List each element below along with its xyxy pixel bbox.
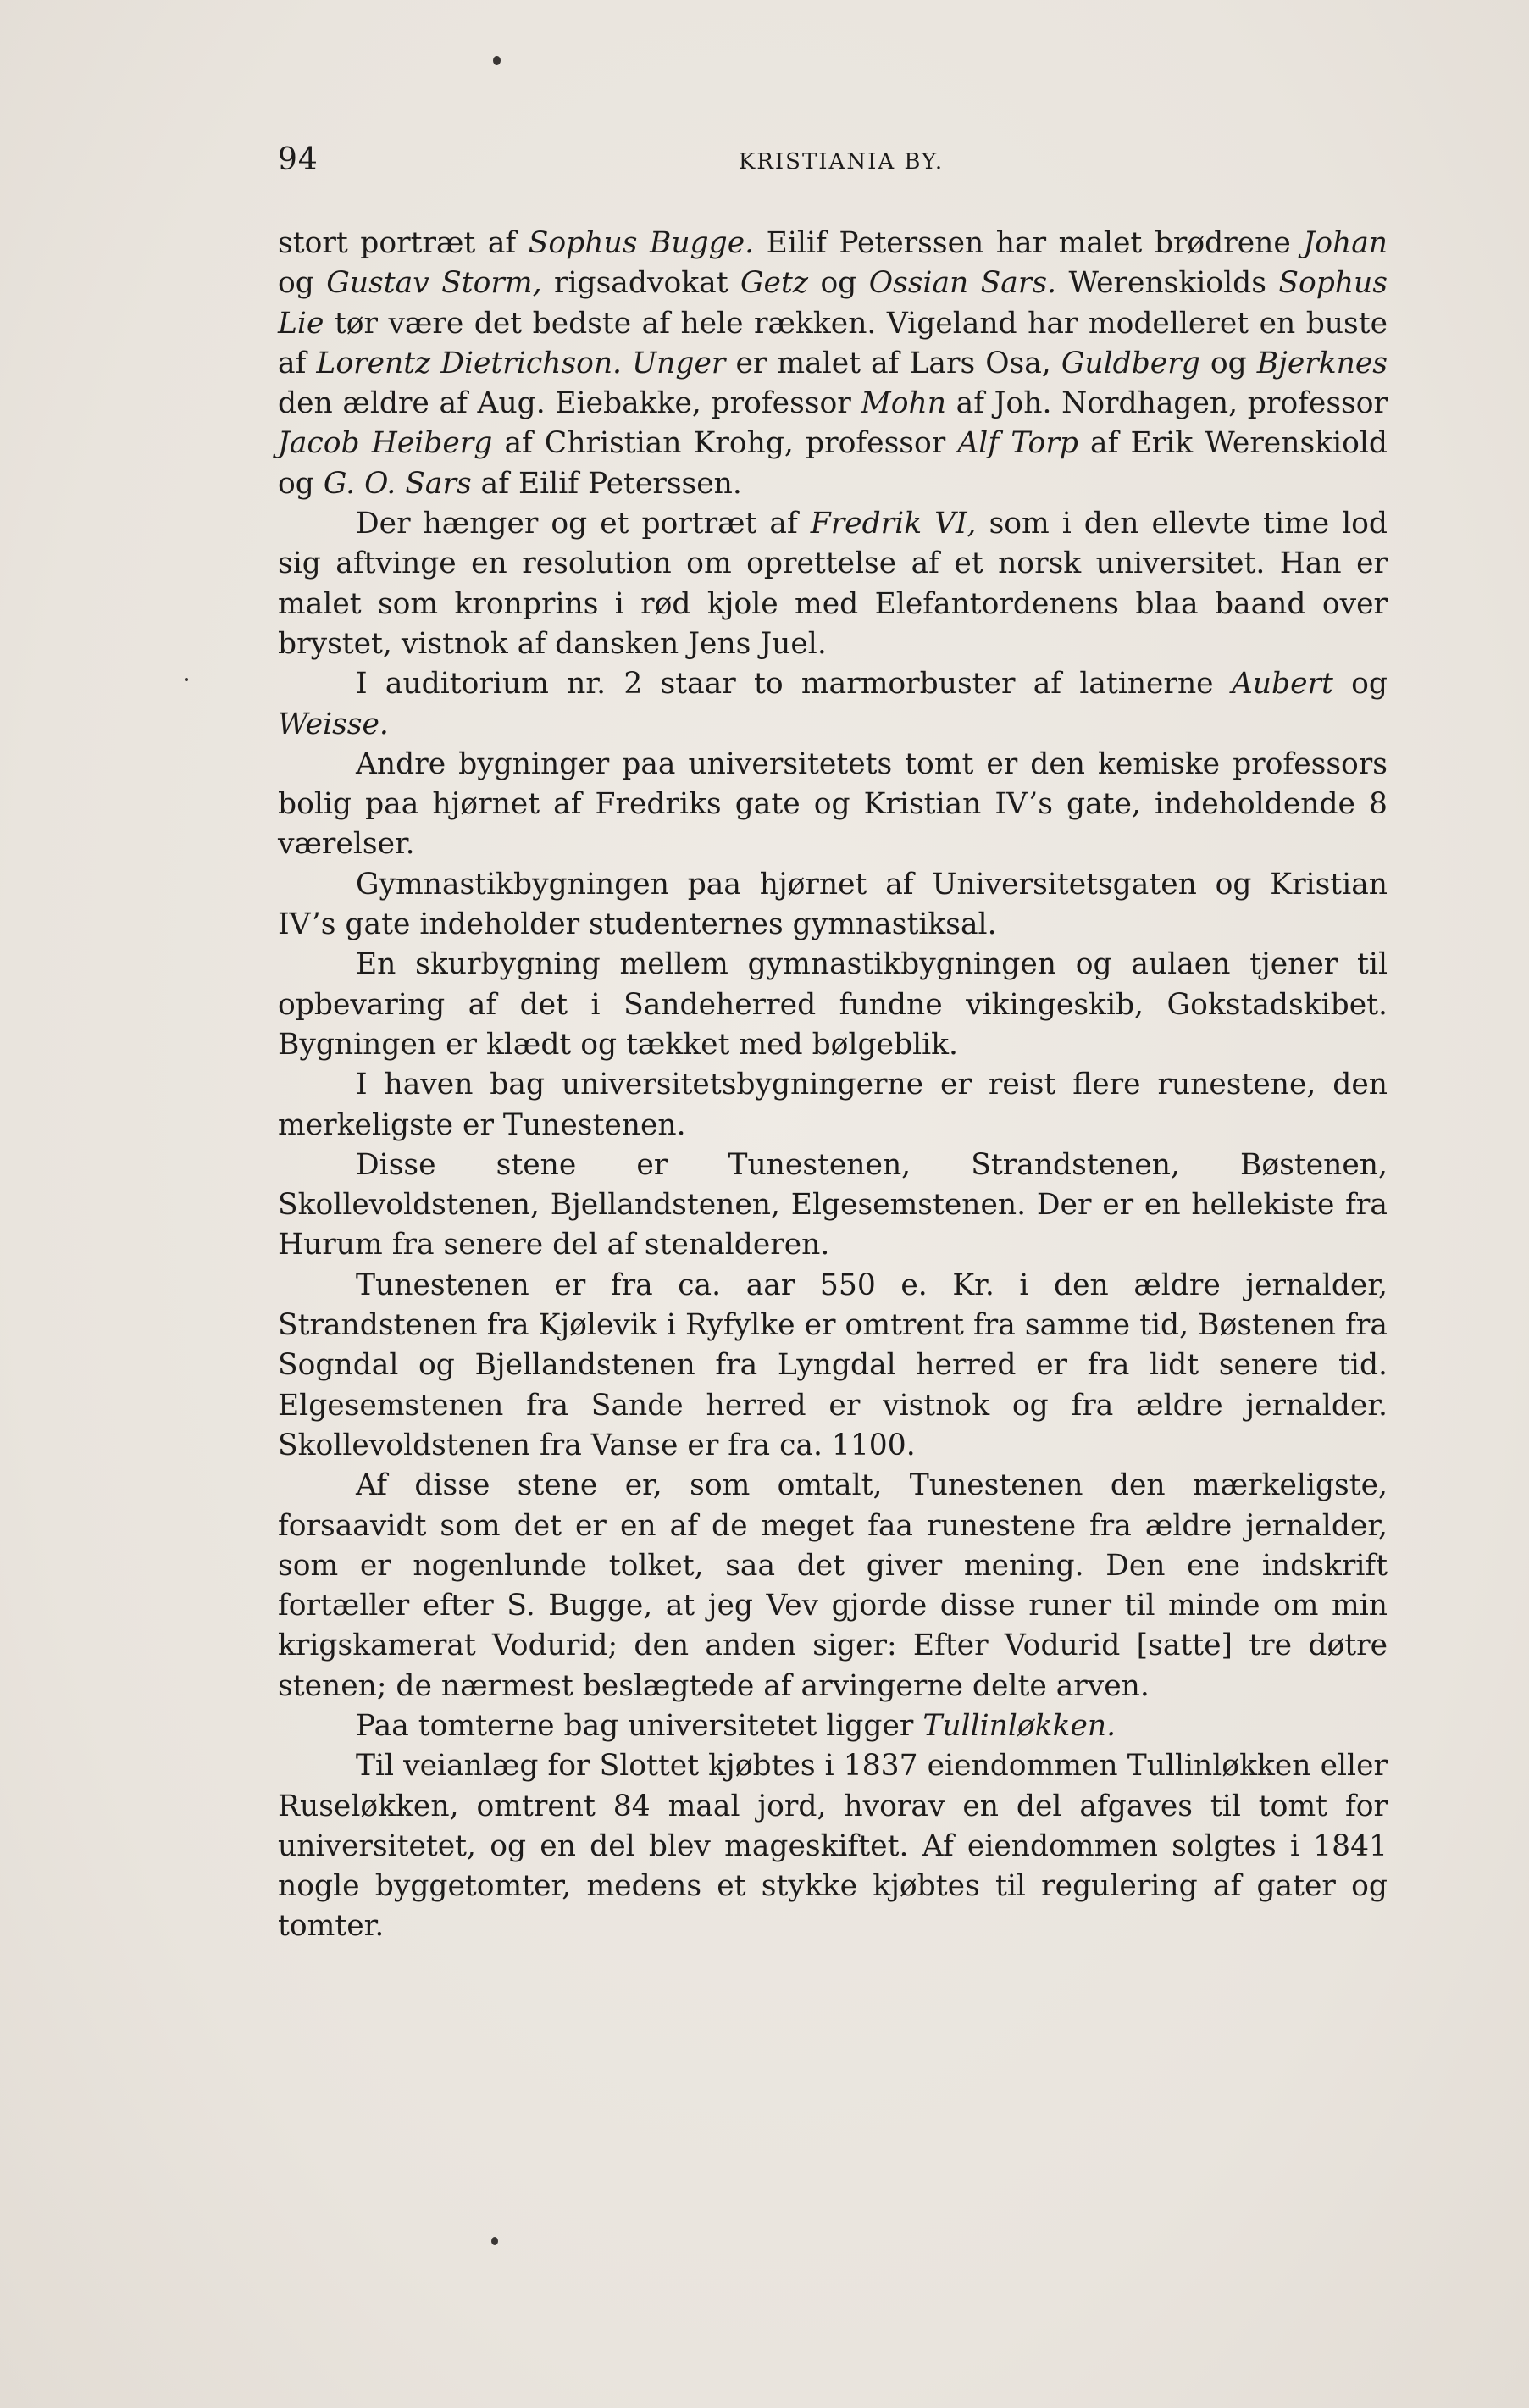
text-run: Til veianlæg for Slottet kjøbtes i 1837 eiendommen Tullinløkken eller Ruseløkken, omtrent 84 maal jord, hvorav en del afgaves til tomt for universitetet, og en del blev mageskiftet. Af eiendommen solgtes i 1841 nogle byggetomter, medens et stykke kjøbtes til regulering af gater og tomter.	[278, 1749, 1388, 1944]
text-run: og	[1332, 667, 1388, 702]
text-run: af Erik Werenskiold og	[278, 426, 1388, 501]
italic-name: Weisse.	[278, 707, 389, 741]
text-run: tør være det bedste af hele rækken. Vigeland har modelleret en buste af	[278, 306, 1388, 380]
text-run: Tunestenen er fra ca. aar 550 e. Kr. i den ældre jernalder, Strandstenen fra Kjølevik i Ryfylke er omtrent fra samme tid, Bøstenen fra Sogndal og Bjellandstenen fra Lyngdal herred er fra lidt senere tid. Elgesemstenen fra Sande herred er vistnok og fra ældre jernalder. Skollevoldstenen fra Vanse er fra ca. 1100.	[278, 1268, 1388, 1462]
running-title: KRISTIANIA BY.	[738, 149, 945, 175]
text-run: af Eilif Peterssen.	[471, 466, 742, 501]
ink-speck-top	[493, 56, 501, 65]
italic-name: Lorentz Dietrichson.	[316, 346, 623, 380]
italic-name: Johan	[1303, 226, 1388, 260]
text-run: Af disse stene er, som omtalt, Tunestenen den mærkeligste, forsaavidt som det er en af de meget faa runestene fra ældre jernalder, som er nogenlunde tolket, saa det giver mening. Den ene indskrift fortæller efter S. Bugge, at jeg Vev gjorde disse runer til minde om min krigskamerat Vodurid; den anden siger: Efter Vodurid [satte] tre døtre stenen; de nærmest beslægtede af arvingerne delte arven.	[278, 1468, 1388, 1703]
body-text	[278, 224, 1388, 1947]
paragraph	[278, 1146, 1388, 1266]
paragraph	[278, 504, 1388, 664]
ink-speck-left	[185, 678, 188, 681]
text-run: I haven bag universitetsbygningerne er reist flere runestene, den merkeligste er Tunestenen.	[278, 1068, 1388, 1142]
text-run: Andre bygninger paa universitetets tomt er den kemiske professors bolig paa hjørnet af Fredriks gate og Kristian IV’s gate, indeholdende 8 værelser.	[278, 746, 1388, 862]
italic-name: Sophus Bugge.	[528, 226, 755, 260]
italic-name: Unger	[632, 346, 726, 380]
italic-name: Aubert	[1231, 667, 1333, 702]
paragraph	[278, 945, 1388, 1065]
italic-name: Guldberg	[1061, 346, 1200, 380]
page-number: 94	[278, 142, 319, 177]
text-run: Werenskiolds	[1056, 266, 1279, 301]
paragraph	[278, 224, 1388, 504]
italic-name: Sophus Lie	[278, 266, 1388, 341]
italic-name: Getz	[740, 266, 809, 301]
text-run: som i den ellevte time lod sig aftvinge en resolution om oprettelse af et norsk universitet. Han er malet som kronprins i rød kjole med Elefantordenens blaa baand over brystet, vistnok af dansken Jens Juel.	[278, 507, 1388, 661]
text-run: Eilif Peterssen har malet brødrene	[754, 226, 1304, 260]
text-run	[622, 347, 632, 380]
paragraph	[278, 1065, 1388, 1146]
text-run: og	[278, 266, 327, 301]
text-run: I auditorium nr. 2 staar to marmorbuster af latinerne	[356, 667, 1232, 702]
text-run: rigsadvokat	[541, 266, 740, 301]
text-run: er malet af Lars Osa,	[725, 346, 1061, 380]
text-run: En skurbygning mellem gymnastikbygningen og aulaen tjener til opbevaring af det i Sandeherred fundne vikingeskib, Gokstadskibet. Bygningen er klædt og tækket med bølgeblik.	[278, 947, 1388, 1062]
text-run: og	[1199, 346, 1257, 380]
paragraph	[278, 1266, 1388, 1466]
text-run: af Joh. Nordhagen, professor	[945, 386, 1388, 421]
text-run: Der hænger og et portræt af	[356, 507, 811, 541]
italic-name: Ossian Sars.	[868, 266, 1057, 301]
page-header	[278, 142, 1388, 185]
ink-speck-bottom	[491, 2237, 498, 2245]
text-run: Gymnastikbygningen paa hjørnet af Universitetsgaten og Kristian IV’s gate indeholder studenternes gymnastiksal.	[278, 867, 1388, 942]
text-run: Paa tomterne bag universitetet ligger	[356, 1708, 923, 1743]
italic-name: Gustav Storm,	[326, 266, 542, 301]
italic-name: Jacob Heiberg	[278, 426, 493, 461]
paragraph	[278, 865, 1388, 946]
paragraph	[278, 1746, 1388, 1946]
italic-name: G. O. Sars	[323, 466, 472, 501]
paragraph	[278, 664, 1388, 745]
paragraph	[278, 745, 1388, 865]
paragraph	[278, 1706, 1388, 1746]
text-run: stort portræt af	[278, 226, 529, 260]
italic-name: Tullinløkken.	[922, 1708, 1116, 1743]
text-run: og	[808, 266, 869, 301]
italic-name: Alf Torp	[957, 426, 1078, 461]
italic-name: Mohn	[861, 386, 946, 421]
text-run: af Christian Krohg, professor	[492, 426, 958, 461]
text-run: Disse stene er Tunestenen, Strandstenen, Bøstenen, Skollevoldstenen, Bjellandstenen, Elgesemstenen. Der er en hellekiste fra Hurum fra senere del af stenalderen.	[278, 1147, 1388, 1262]
italic-name: Bjerknes	[1256, 346, 1388, 380]
text-run: den ældre af Aug. Eiebakke, professor	[278, 386, 861, 421]
italic-name: Fredrik VI,	[810, 507, 977, 541]
paragraph	[278, 1466, 1388, 1706]
